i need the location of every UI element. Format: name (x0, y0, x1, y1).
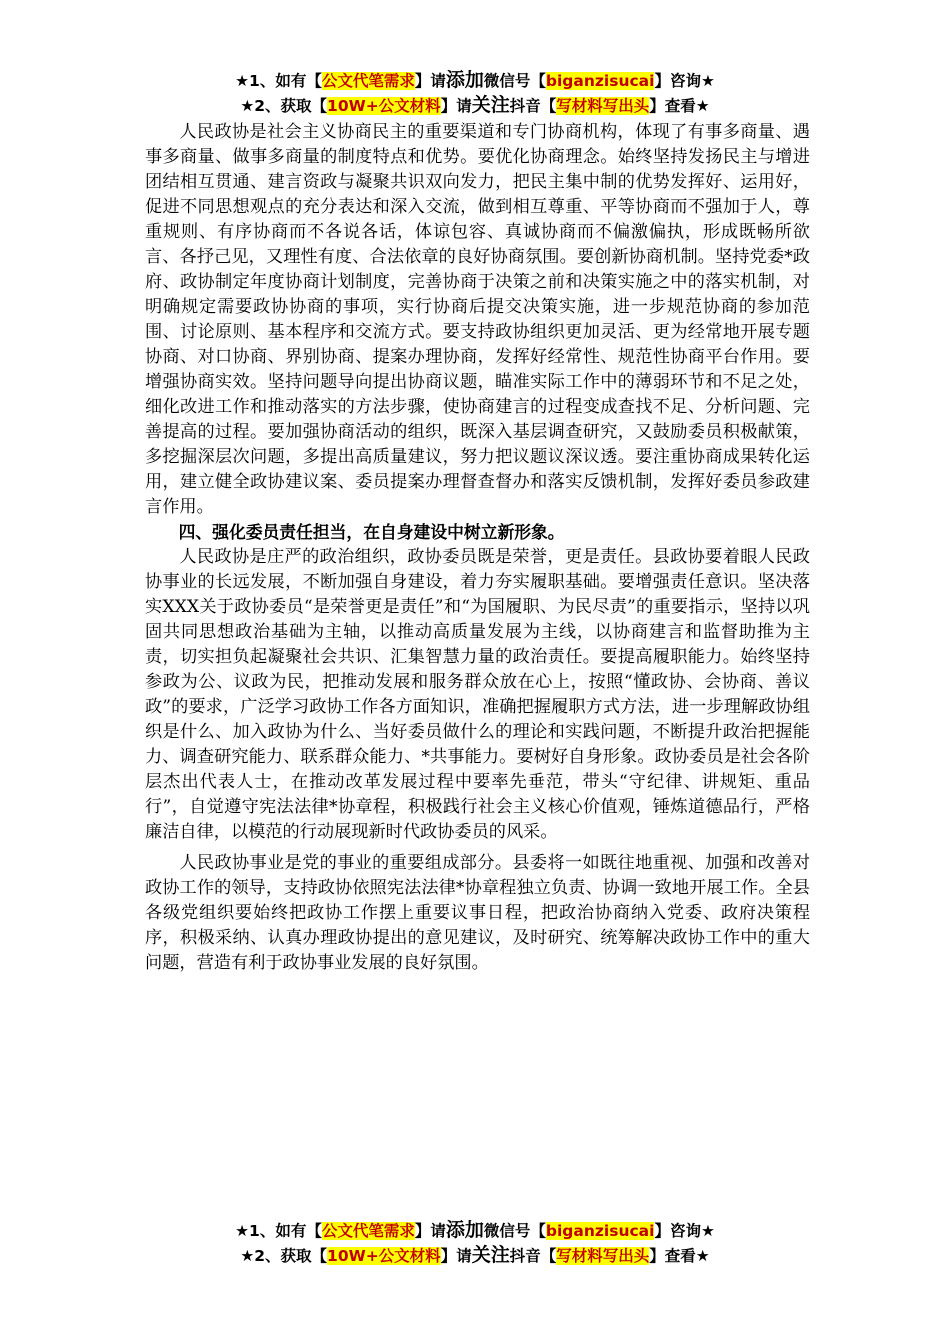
top-promo-banner (0, 68, 950, 118)
promo-text: ★2、获取【 (240, 1247, 328, 1265)
promo-emphasis: 关注 (471, 1244, 510, 1266)
promo-text: 抖音【 (509, 1247, 557, 1265)
promo-emphasis: 关注 (471, 94, 510, 116)
promo-highlight-wechat: biganzisucai (545, 72, 655, 90)
promo-line-1 (0, 1218, 950, 1243)
body-paragraph: 人民政协事业是党的事业的重要组成部分。县委将一如既往地重视、加强和改善对政协工作的领导，支持政协依照宪法法律*协章程独立负责、协调一致地开展工作。全县各级党组织要始终把政协工作摆上重要议事日程，把政治协商纳入党委、政府决策程序，积极采纳、认真办理政协提出的意见建议，及时研究、统筹解决政协工作中的重大问题，营造有利于政协事业发展的良好氛围。 (145, 853, 810, 973)
promo-highlight: 10W+公文材料 (327, 97, 441, 115)
promo-highlight: 公文代笔需求 (321, 72, 415, 90)
document-body (145, 120, 810, 976)
promo-text: 】请 (440, 1247, 472, 1265)
promo-text: 】请 (440, 97, 472, 115)
promo-text: 】咨询★ (654, 1222, 715, 1240)
promo-highlight: 公文代笔需求 (321, 1222, 415, 1240)
promo-text: ★1、如有【 (235, 1222, 322, 1240)
promo-text: 】咨询★ (654, 72, 715, 90)
promo-highlight-douyin: 写材料写出头 (556, 1247, 650, 1265)
promo-text: 】查看★ (649, 97, 710, 115)
promo-text: 微信号【 (483, 1222, 546, 1240)
section-heading: 四、强化委员责任担当，在自身建设中树立新形象。 (178, 522, 565, 542)
bottom-promo-banner (0, 1218, 950, 1268)
promo-text: 】请 (414, 1222, 446, 1240)
promo-line-1 (0, 68, 950, 93)
promo-text: ★1、如有【 (235, 72, 322, 90)
promo-text: ★2、获取【 (240, 97, 328, 115)
body-paragraph: 人民政协是庄严的政治组织，政协委员既是荣誉，更是责任。县政协要着眼人民政协事业的长远发展，不断加强自身建设，着力夯实履职基础。要增强责任意识。坚决落实XXX关于政协委员“是荣誉更是责任”和“为国履职、为民尽责”的重要指示，坚持以巩固共同思想政治基础为主轴，以推动高质量发展为主线，以协商建言和监督助推为主责，切实担负起凝聚社会共识、汇集智慧力量的政治责任。要提高履职能力。始终坚持参政为公、议政为民，把推动发展和服务群众放在心上，按照“懂政协、会协商、善议政”的要求，广泛学习政协工作各方面知识，准确把握履职方式方法，进一步理解政协组织是什么、加入政协为什么、当好委员做什么的理论和实践问题，不断提升政治把握能力、调查研究能力、联系群众能力、*共事能力。要树好自身形象。政协委员是社会各阶层杰出代表人士，在推动改革发展过程中要率先垂范，带头“守纪律、讲规矩、重品行”，自觉遵守宪法法律*协章程，积极践行社会主义核心价值观，锤炼道德品行，严格廉洁自律，以模范的行动展现新时代政协委员的风采。 (145, 547, 810, 842)
body-paragraph: 人民政协是社会主义协商民主的重要渠道和专门协商机构，体现了有事多商量、遇事多商量、做事多商量的制度特点和优势。要优化协商理念。始终坚持发扬民主与增进团结相互贯通、建言资政与凝聚共识双向发力，把民主集中制的优势发挥好、运用好，促进不同思想观点的充分表达和深入交流，做到相互尊重、平等协商而不强加于人，尊重规则、有序协商而不各说各话，体谅包容、真诚协商而不偏激偏执，形成既畅所欲言、各抒己见，又理性有度、合法依章的良好协商氛围。要创新协商机制。坚持党委*政府、政协制定年度协商计划制度，完善协商于决策之前和决策实施之中的落实机制，对明确规定需要政协协商的事项，实行协商后提交决策实施，进一步规范协商的参加范围、讨论原则、基本程序和交流方式。要支持政协组织更加灵活、更为经常地开展专题协商、对口协商、界别协商、提案办理协商，发挥好经常性、规范性协商平台作用。要增强协商实效。坚持问题导向提出协商议题，瞄准实际工作中的薄弱环节和不足之处，细化改进工作和推动落实的方法步骤，使协商建言的过程变成查找不足、分析问题、完善提高的过程。要加强协商活动的组织，既深入基层调查研究，又鼓励委员积极献策，多挖掘深层次问题，多提出高质量建议，努力把议题议深议透。要注重协商成果转化运用，建立健全政协建议案、委员提案办理督查督办和落实反馈机制，发挥好委员参政建言作用。 (145, 122, 810, 517)
promo-emphasis: 添加 (445, 69, 484, 91)
promo-line-2 (0, 93, 950, 118)
promo-text: 】请 (414, 72, 446, 90)
promo-emphasis: 添加 (445, 1219, 484, 1241)
promo-highlight-wechat: biganzisucai (545, 1222, 655, 1240)
promo-text: 微信号【 (483, 72, 546, 90)
promo-line-2 (0, 1243, 950, 1268)
promo-highlight-douyin: 写材料写出头 (556, 97, 650, 115)
promo-text: 】查看★ (649, 1247, 710, 1265)
promo-text: 抖音【 (509, 97, 557, 115)
promo-highlight: 10W+公文材料 (327, 1247, 441, 1265)
